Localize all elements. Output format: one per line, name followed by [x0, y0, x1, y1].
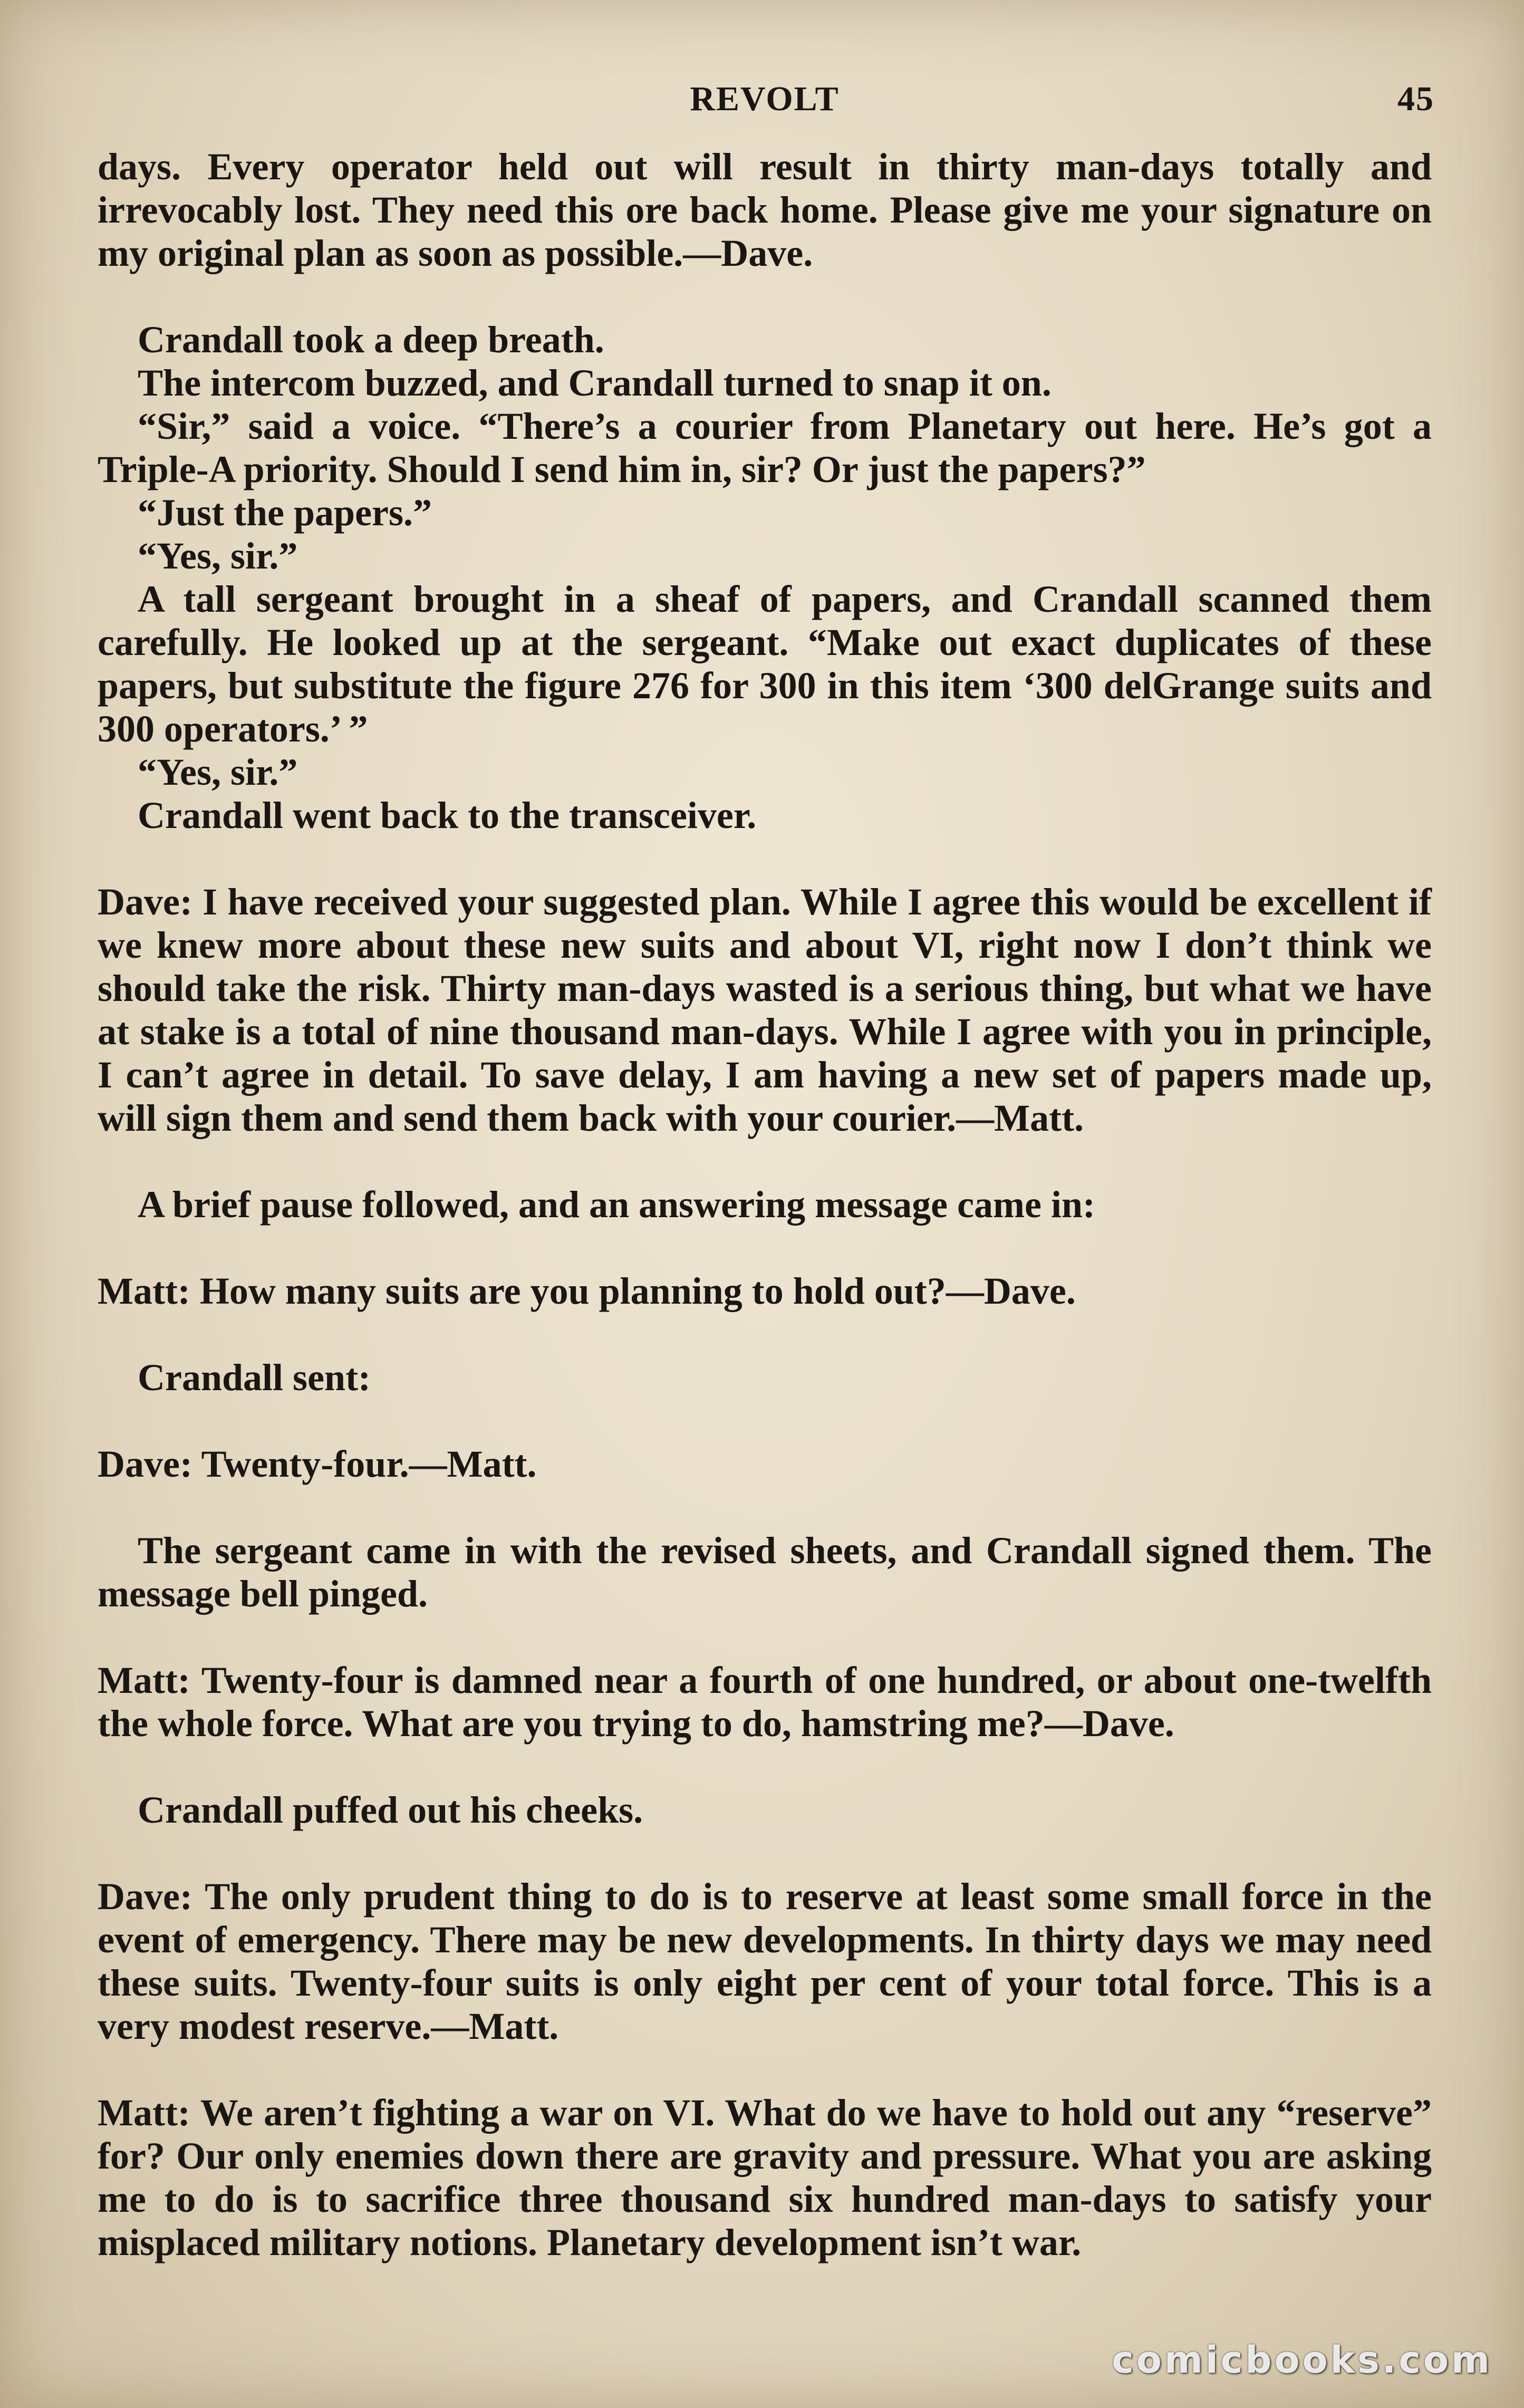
message: Dave: I have received your suggested plan. While I agree this would be excellent if we knew more about these new suits and about VI, right now I don’t think we should take the risk. Thirty man-days wasted is a serious thing, but what we have at stake is a total of nine thousand man-days. While I agree with you in principle, I can’t agree in detail. To save delay, I am having a new set of papers made up, will sign them and send them back with your courier.—Matt.	[98, 881, 1432, 1139]
paragraph: “Sir,” said a voice. “There’s a courier from Planetary out here. He’s got a Triple-A priority. Should I send him in, sir? Or just the papers?”	[98, 405, 1432, 490]
paragraph: “Just the papers.”	[138, 492, 432, 534]
paragraph-continuation: days. Every operator held out will result in thirty man-days totally and irrevocably lost. They need this ore back home. Please give me your signature on my original plan as soon as possible.—Dave.	[98, 146, 1432, 274]
paragraph: “Yes, sir.”	[138, 751, 298, 793]
paragraph: Crandall went back to the transceiver.	[138, 794, 757, 836]
message: Matt: Twenty-four is damned near a fourth of one hundred, or about one-twelfth the whole force. What are you trying to do, hamstring me?—Dave.	[98, 1659, 1432, 1745]
body-text	[98, 145, 1432, 2264]
paragraph: The intercom buzzed, and Crandall turned to snap it on.	[138, 362, 1052, 404]
paragraph: Crandall puffed out his cheeks.	[138, 1789, 643, 1831]
site-watermark: comicbooks.com	[1112, 2338, 1492, 2382]
paragraph: A brief pause followed, and an answering message came in:	[138, 1183, 1095, 1226]
page-number: 45	[1397, 80, 1434, 118]
message: Dave: The only prudent thing to do is to reserve at least some small force in the event of emergency. There may be new developments. In thirty days we may need these suits. Twenty-four suits is only eight per cent of your total force. This is a very modest reserve.—Matt.	[98, 1875, 1432, 2047]
running-header	[95, 79, 1434, 132]
paragraph: “Yes, sir.”	[138, 535, 298, 577]
message: Matt: How many suits are you planning to hold out?—Dave.	[98, 1270, 1076, 1312]
paragraph: Crandall took a deep breath.	[138, 319, 604, 361]
paragraph: The sergeant came in with the revised sheets, and Crandall signed them. The message bell pinged.	[98, 1529, 1432, 1615]
message: Dave: Twenty-four.—Matt.	[98, 1443, 537, 1485]
running-title: REVOLT	[690, 80, 840, 118]
paragraph: A tall sergeant brought in a sheaf of papers, and Crandall scanned them carefully. He looked up at the sergeant. “Make out exact duplicates of these papers, but substitute the figure 276 for 300 in this item ‘300 delGrange suits and 300 operators.’ ”	[98, 578, 1432, 750]
message: Matt: We aren’t fighting a war on VI. What do we have to hold out any “reserve” for? Our only enemies down there are gravity and pressure. What you are asking me to do is to sacrifice three thousand six hundred man-days to satisfy your misplaced military notions. Planetary development isn’t war.	[98, 2092, 1432, 2263]
paragraph: Crandall sent:	[138, 1356, 371, 1399]
